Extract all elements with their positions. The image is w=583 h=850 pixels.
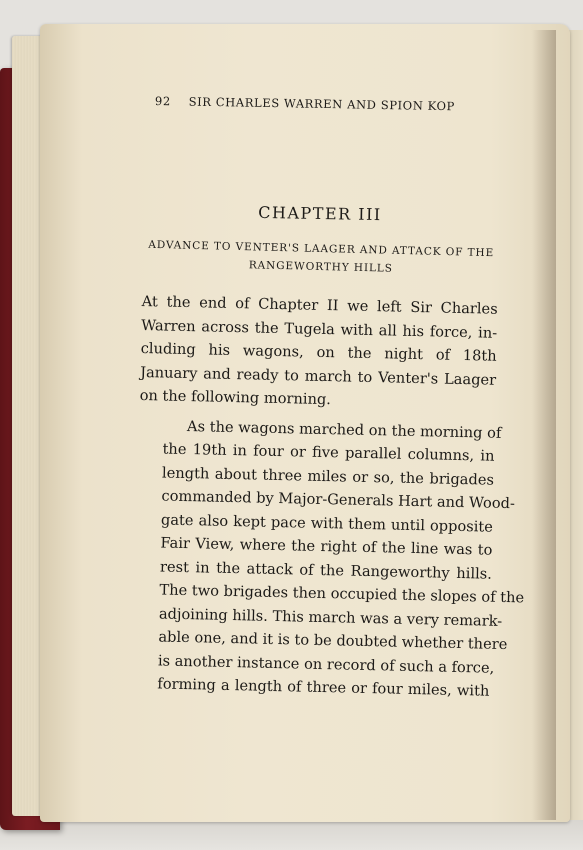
text-line: Fair View, where the right of the line was to xyxy=(160,534,493,559)
text-line: rest in the attack of the Rangeworthy hills. xyxy=(159,557,493,583)
text-line: gate also kept pace with them until opposite xyxy=(160,510,494,536)
text-line: commanded by Major-Generals Hart and Wood- xyxy=(161,487,516,513)
page-number: 92 xyxy=(154,94,171,109)
gutter-shadow xyxy=(532,30,556,820)
text-line: adjoining hills. This march was a very remark- xyxy=(158,604,503,630)
running-title: SIR CHARLES WARREN AND SPION KOP xyxy=(188,94,456,114)
paragraph xyxy=(133,413,525,703)
chapter-title: CHAPTER III xyxy=(258,202,382,225)
text-line: At the end of Chapter II we left Sir Charles xyxy=(141,292,498,318)
text-line: Warren across the Tugela with all his force, in- xyxy=(141,316,498,342)
text-line: The two brigades then occupied the slopes of the xyxy=(159,581,525,607)
text-line: able one, and it is to be doubted whether there xyxy=(158,628,508,654)
text-line: January and ready to march to Venter's Laager xyxy=(140,363,497,389)
text-line: the 19th in four or five parallel columns, in xyxy=(162,440,495,465)
paragraph xyxy=(139,290,497,415)
chapter-subtitle-line: RANGEWORTHY HILLS xyxy=(248,259,393,275)
text-line: on the following morning. xyxy=(139,386,332,409)
text-line: length about three miles or so, the brigades xyxy=(161,463,495,489)
body-text xyxy=(133,290,525,703)
text-line: As the wagons marched on the morning of xyxy=(186,417,502,442)
text-line: is another instance on record of such a force, xyxy=(157,651,495,677)
chapter-subtitle-line: ADVANCE TO VENTER'S LAAGER AND ATTACK OF THE xyxy=(148,238,495,260)
text-line: forming a length of three or four miles, with xyxy=(157,675,490,700)
text-line: cluding his wagons, on the night of 18th xyxy=(140,339,497,365)
